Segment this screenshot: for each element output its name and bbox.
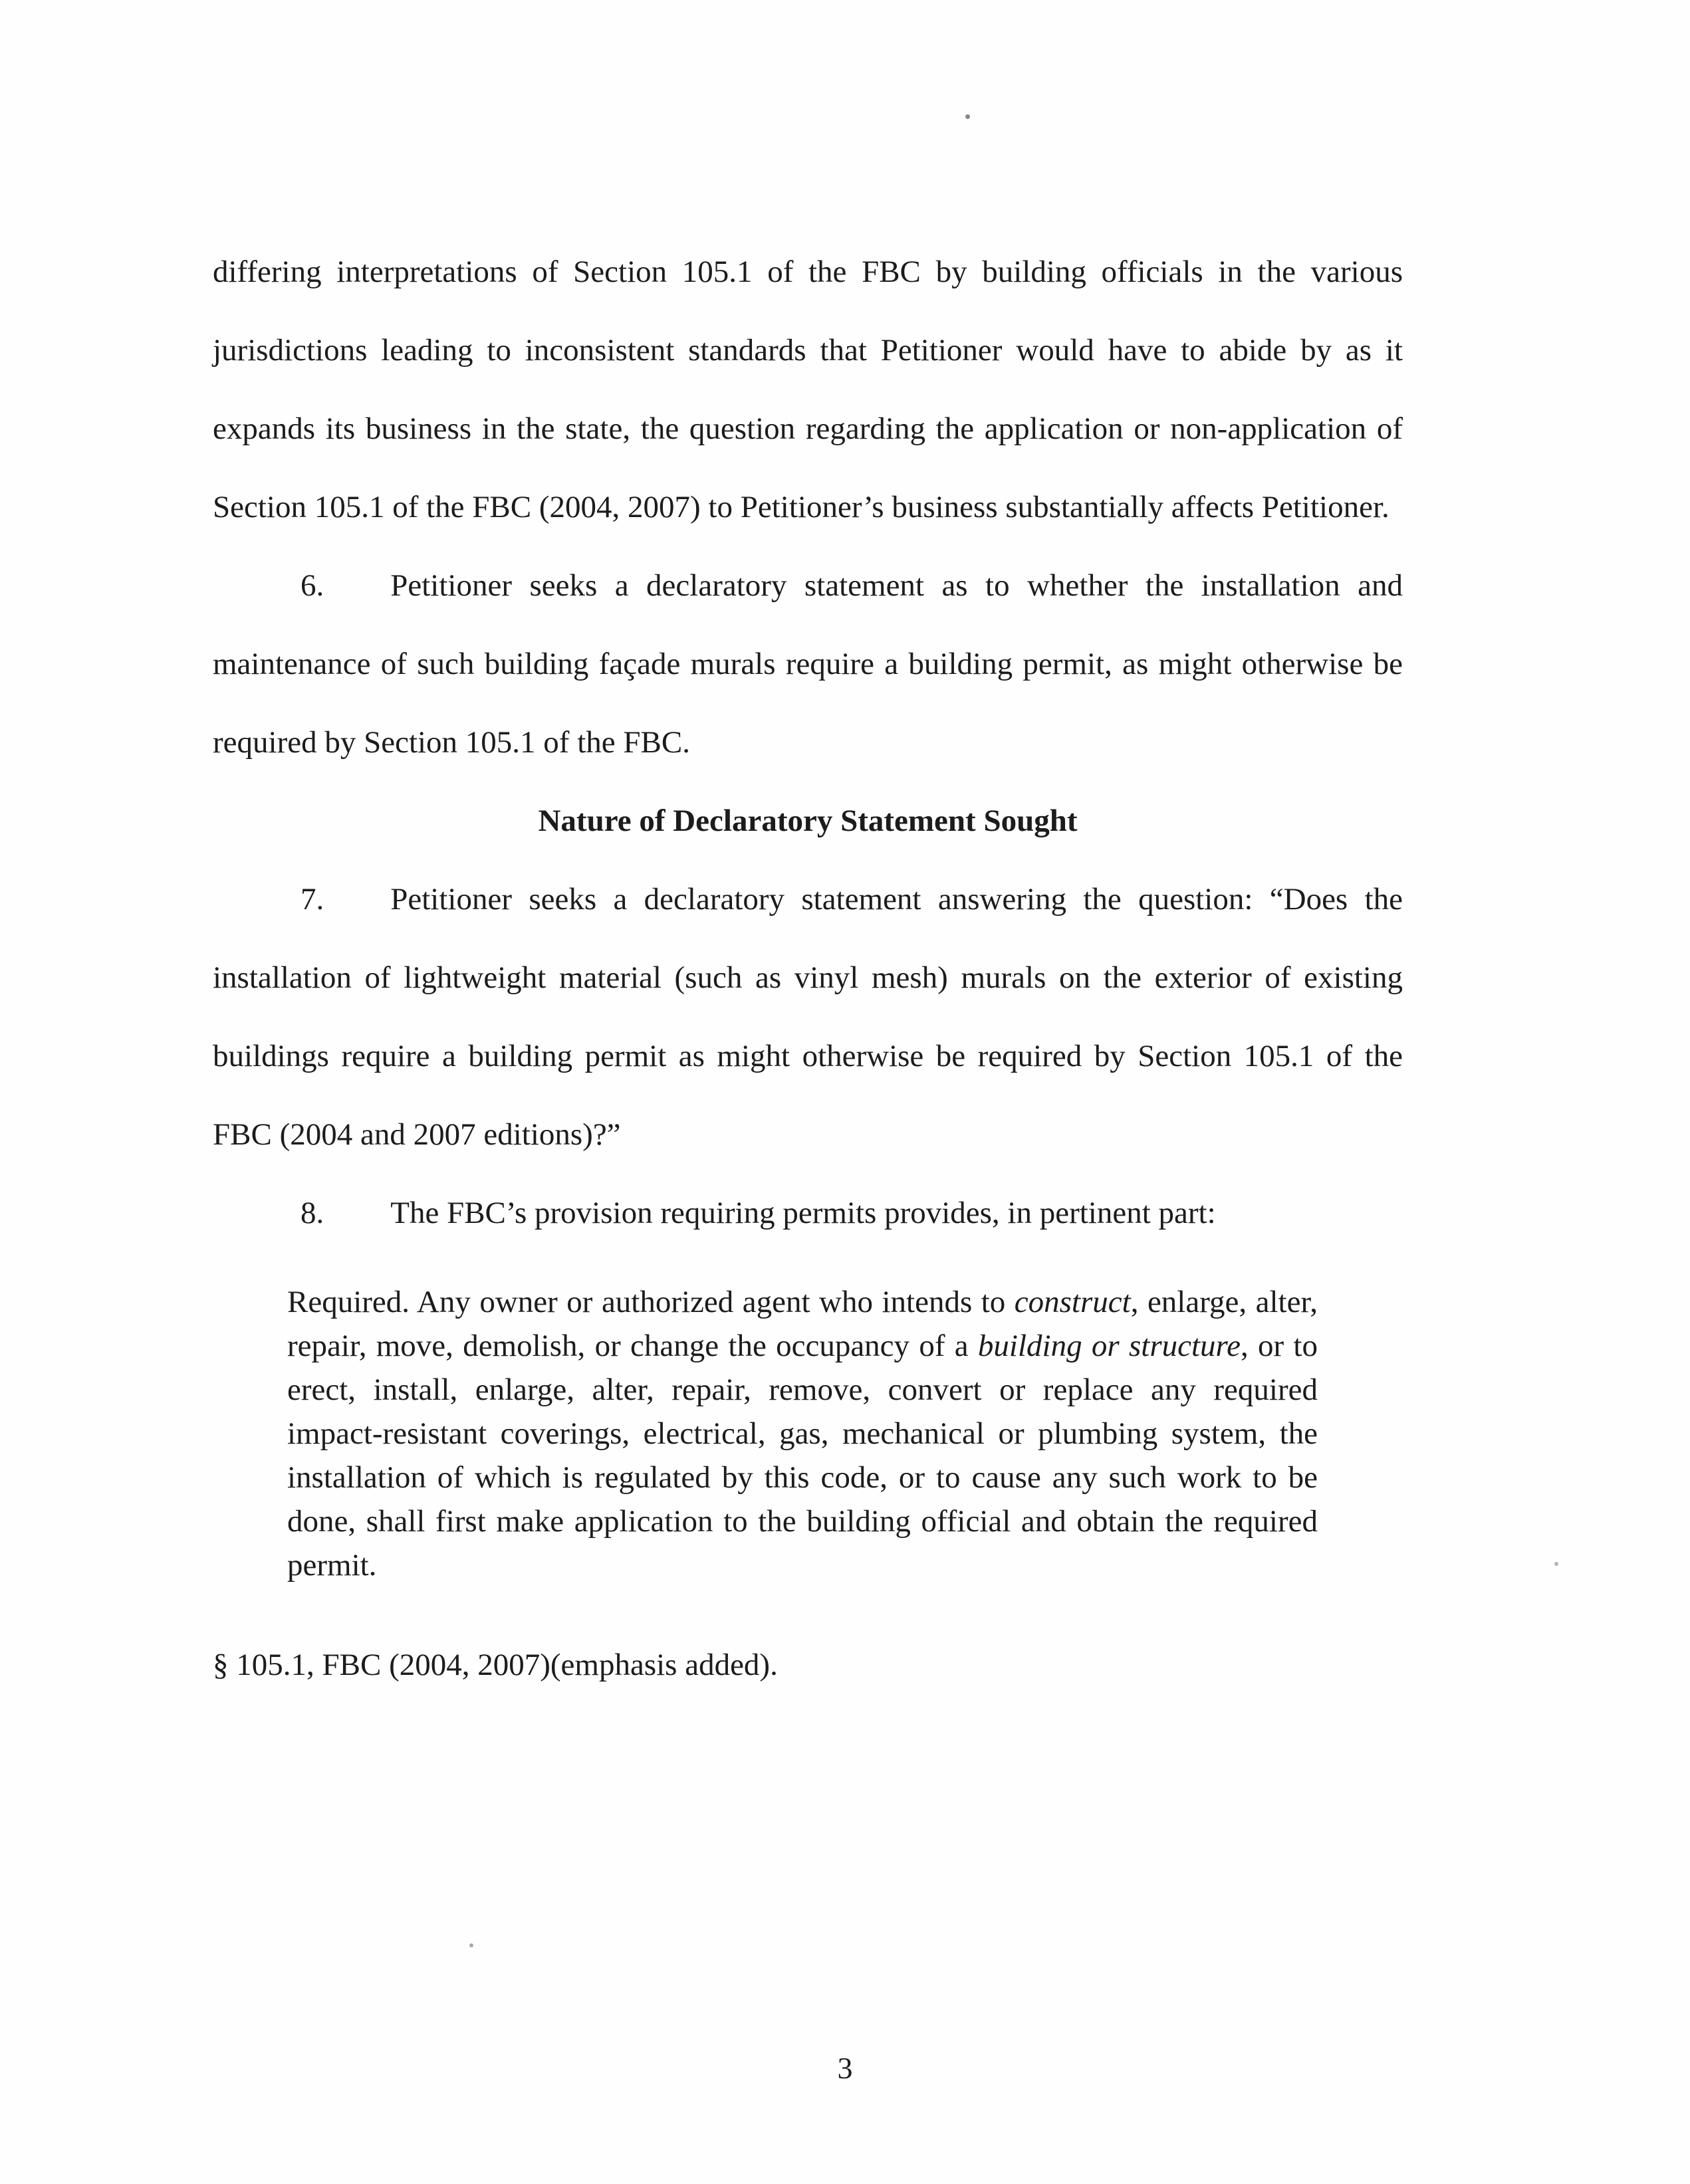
quote-emphasis-building-or-structure: building or structure	[977, 1329, 1241, 1363]
paragraph-7-text: Petitioner seeks a declaratory statement answering the question: “Does the installation of lightweight material (such as vinyl mesh) murals on the exterior of existing buildings require a building permit as might otherwise be required by Section 105.1 of the FBC (2004 and 2007 editions)?”	[213, 882, 1403, 1152]
paragraph-7	[213, 860, 1403, 1174]
quote-middle-text: , enlarge, alter, repair, move, demolish, or change the occupancy of a	[287, 1285, 1318, 1363]
paragraph-8-text: The FBC’s provision requiring permits provides, in pertinent part:	[390, 1196, 1216, 1230]
quote-emphasis-construct: construct	[1014, 1285, 1131, 1319]
scan-speck	[1554, 1562, 1558, 1566]
paragraph-continuation: differing interpretations of Section 105.1 of the FBC by building officials in the various jurisdictions leading to inconsistent standards that Petitioner would have to abide by as it expands its business in the state, the question regarding the application or non-application of Section 105.1 of the FBC (2004, 2007) to Petitioner’s business substantially affects Petitioner.	[213, 255, 1403, 524]
paragraph-6-number: 6.	[301, 568, 324, 603]
paragraph-8	[213, 1174, 1403, 1252]
paragraph-6	[213, 546, 1403, 782]
document-body	[213, 233, 1403, 1704]
paragraph-6-text: Petitioner seeks a declaratory statement as to whether the installation and maintenance of such building façade murals require a building permit, as might otherwise be required by Section 105.1 of the FBC.	[213, 568, 1403, 760]
block-quote	[287, 1280, 1318, 1587]
section-heading: Nature of Declaratory Statement Sought	[538, 804, 1078, 838]
paragraph-7-number: 7.	[301, 882, 324, 917]
quote-lead-text: Required. Any owner or authorized agent who intends to	[287, 1285, 1015, 1319]
scan-speck	[469, 1943, 473, 1947]
page-number: 3	[837, 2051, 853, 2085]
quote-tail-text: , or to erect, install, enlarge, alter, repair, remove, convert or replace any required impact-resistant coverings, electrical, gas, mechanical or plumbing system, the installation of which is regulated by this code, or to cause any such work to be done, shall first make application to the building official and obtain the required permit.	[287, 1329, 1318, 1583]
paragraph-8-number: 8.	[301, 1196, 324, 1230]
scan-speck	[965, 114, 970, 119]
statute-citation: § 105.1, FBC (2004, 2007)(emphasis added).	[213, 1648, 778, 1682]
